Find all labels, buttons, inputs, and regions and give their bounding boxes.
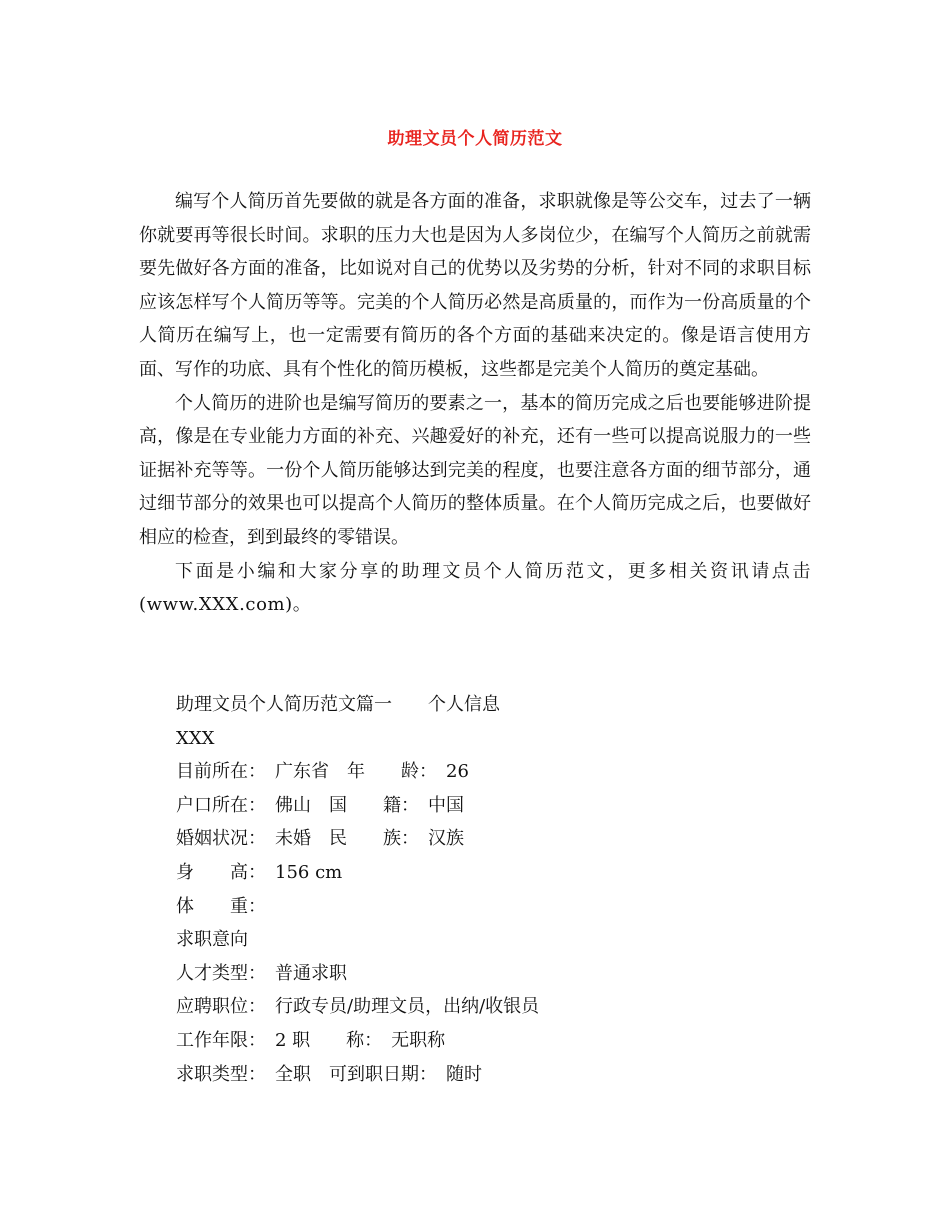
resume-location-age: 目前所在： 广东省 年 龄： 26 — [176, 761, 469, 783]
resume-hukou-nationality: 户口所在： 佛山 国 籍： 中国 — [176, 794, 464, 816]
paragraph-advancement: 个人简历的进阶也是编写简历的要素之一，基本的简历完成之后也要能够进阶提高，像是在专业能力方面的补充、兴趣爱好的补充，还有一些可以提高说服力的一些证据补充等等。一份个人简历能够达到完美的程度，也要注意各方面的细节部分，通过细节部分的效果也可以提高个人简历的整体质量。在个人简历完成之后，也要做好相应的检查，到到最终的零错误。 — [139, 392, 811, 548]
paragraph-share-link: 下面是小编和大家分享的助理文员个人简历范文，更多相关资讯请点击(www.XXX.com)。 — [139, 560, 811, 616]
resume-talent-type: 人才类型： 普通求职 — [176, 962, 347, 984]
resume-marital-ethnicity: 婚姻状况： 未婚 民 族： 汉族 — [176, 828, 464, 850]
paragraph-preparation: 编写个人简历首先要做的就是各方面的准备，求职就像是等公交车，过去了一辆你就要再等很长时间。求职的压力大也是因为人多岗位少，在编写个人简历之前就需要先做好各方面的准备，比如说对自己的优势以及劣势的分析，针对不同的求职目标应该怎样写个人简历等等。完美的个人简历必然是高质量的，而作为一份高质量的个人简历在编写上，也一定需要有简历的各个方面的基础来决定的。像是语言使用方面、写作的功底、具有个性化的简历模板，这些都是完美个人简历的奠定基础。 — [139, 191, 811, 380]
resume-name: XXX — [176, 727, 215, 749]
resume-section-heading: 助理文员个人简历范文篇一 个人信息 — [176, 694, 500, 715]
resume-job-intent-heading: 求职意向 — [176, 929, 248, 951]
resume-weight: 体 重： — [176, 895, 266, 917]
resume-applied-position: 应聘职位： 行政专员/助理文员，出纳/收银员 — [176, 996, 540, 1018]
document-title: 助理文员个人简历范文 — [387, 129, 563, 149]
resume-info-section — [176, 688, 539, 1091]
document-body — [139, 185, 811, 622]
resume-height: 身 高： 156 cm — [176, 861, 343, 883]
resume-work-years-title: 工作年限： 2 职 称： 无职称 — [176, 1029, 446, 1051]
resume-job-type-availability: 求职类型： 全职 可到职日期： 随时 — [176, 1063, 482, 1085]
